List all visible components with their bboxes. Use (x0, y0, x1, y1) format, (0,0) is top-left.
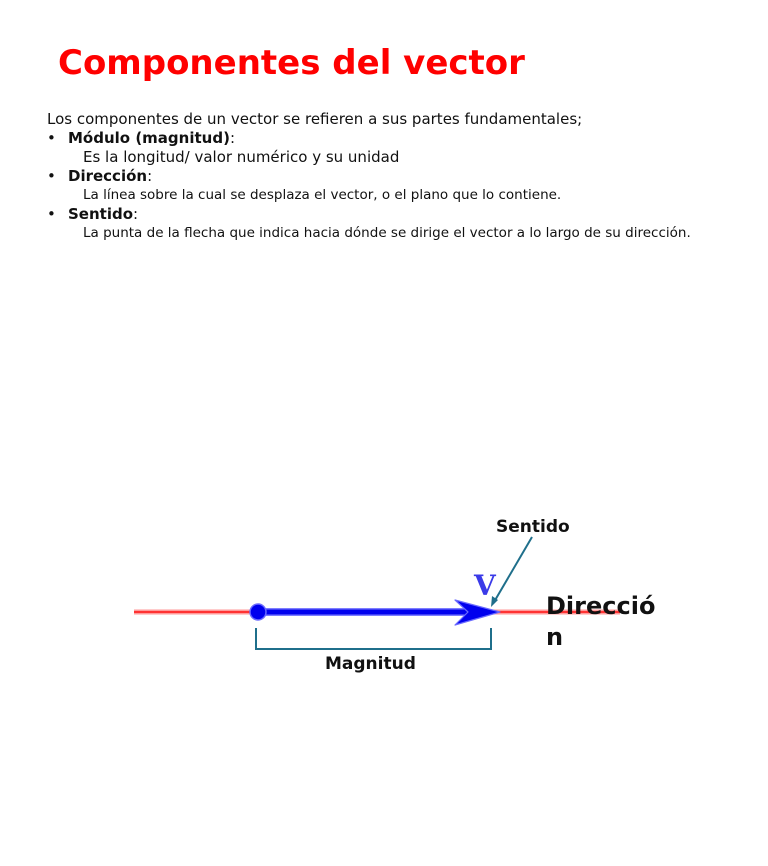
sentido-pointer-line (494, 537, 532, 602)
bullet-marker: • (47, 129, 56, 147)
vector-symbol: V (474, 569, 496, 602)
bullet-description-modulo: Es la longitud/ valor numérico y su unidad (83, 148, 400, 166)
bullet-term-sentido: Sentido (68, 205, 134, 223)
label-magnitud: Magnitud (325, 654, 416, 674)
bullet-suffix: : (147, 167, 153, 185)
bullet-description-direccion: La línea sobre la cual se desplaza el vector, o el plano que lo contiene. (83, 187, 562, 203)
bullet-marker: • (47, 205, 56, 223)
label-direccion: Dirección (546, 592, 656, 651)
magnitude-bracket (256, 628, 491, 649)
bullet-suffix: : (133, 205, 139, 223)
intro-text: Los componentes de un vector se refieren a sus partes fundamentales; (47, 110, 583, 128)
bullet-term-direccion: Dirección (68, 167, 148, 185)
vector-origin-point (250, 604, 266, 620)
bullet-marker: • (47, 167, 56, 185)
bullet-description-sentido: La punta de la flecha que indica hacia dónde se dirige el vector a lo largo de su dirección. (83, 225, 691, 241)
label-sentido: Sentido (496, 517, 570, 537)
bullet-suffix: : (229, 129, 235, 147)
bullet-term-modulo: Módulo (magnitud) (68, 129, 230, 147)
page-title: Componentes del vector (58, 43, 525, 83)
